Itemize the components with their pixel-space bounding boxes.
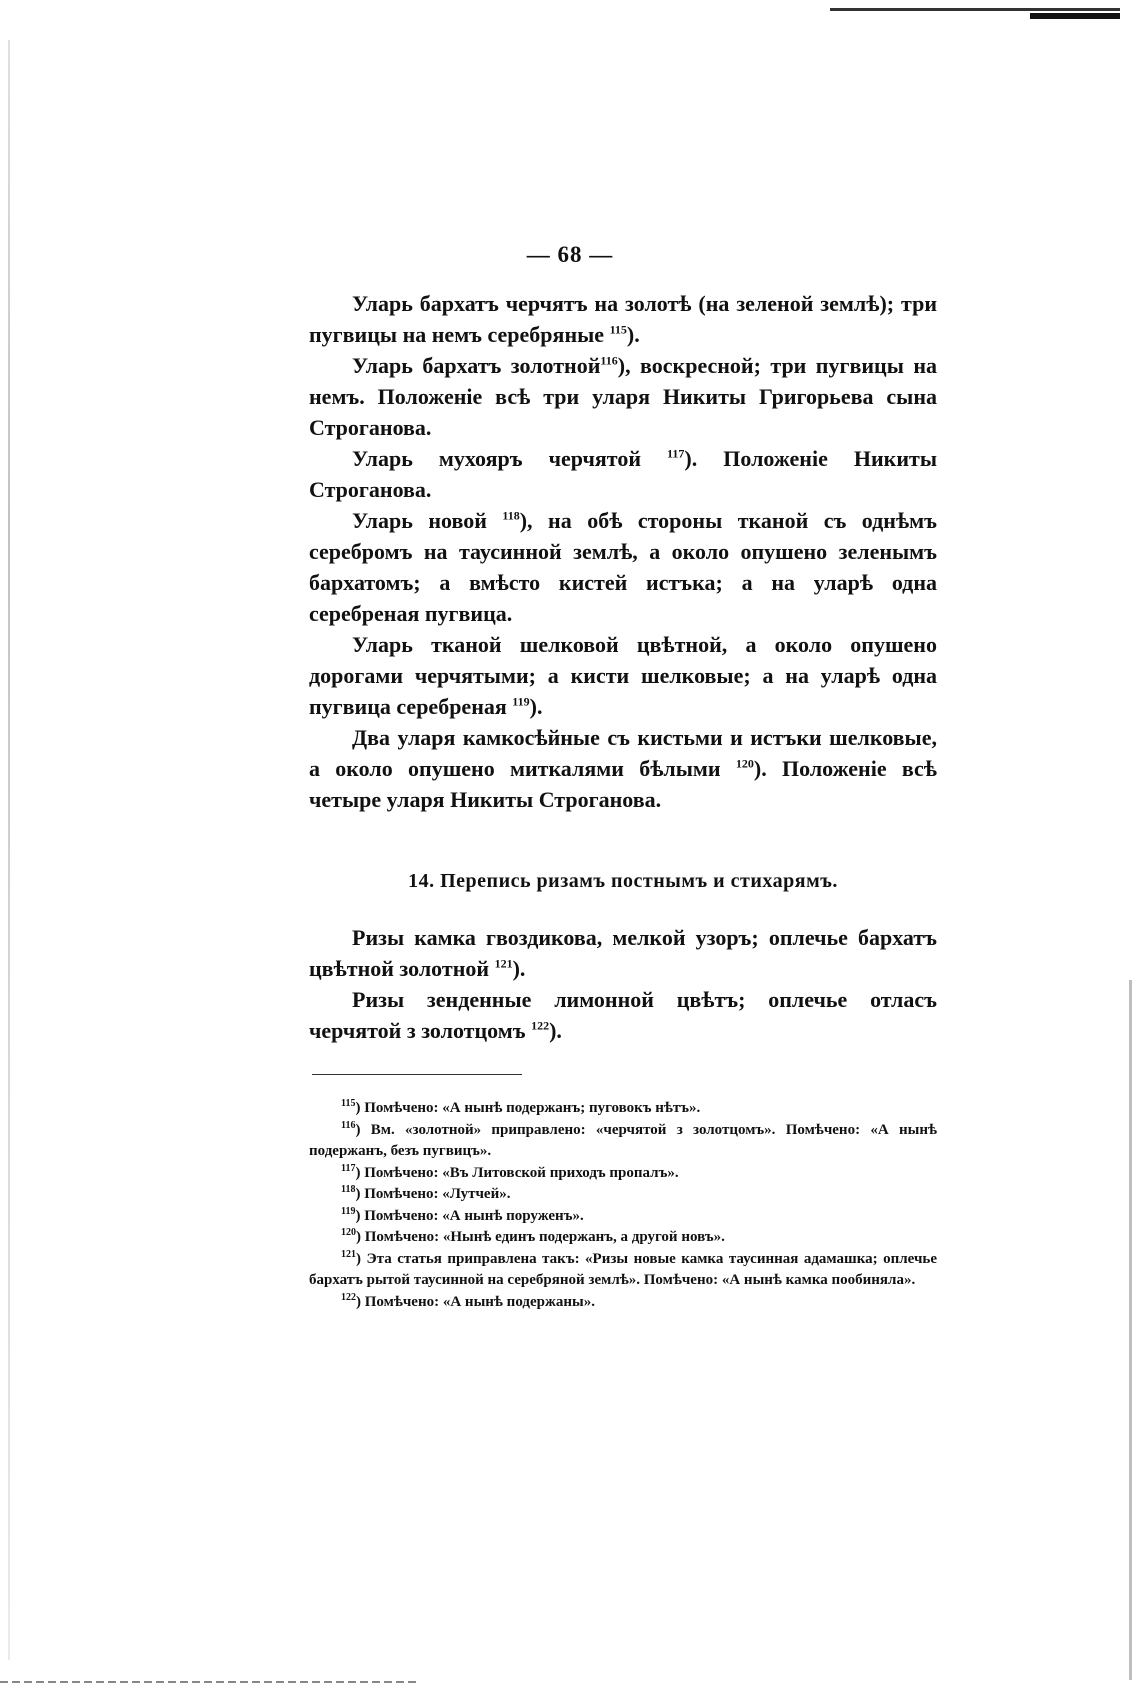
scan-bottom-rule [0, 1681, 420, 1683]
footnote: $^{119}$) Помѣчено: «А нынѣ поруженъ». [341, 1205, 584, 1224]
footnote: $^{122}$) Помѣчено: «А нынѣ подержаны». [341, 1291, 595, 1310]
footnote-number: 116 [341, 1119, 356, 1131]
paragraph: Уларь тканой шелковой цвѣтной, а около опушено дорогами черчятыми; а кисти шелковые; а на уларѣ одна пугвица серебреная $^{119}$). [309, 632, 937, 719]
footnote-ref: 116 [600, 353, 618, 368]
section-text [309, 922, 937, 1046]
paragraph: Два уларя камкосѣйные съ кистьми и истъки шелковые, а около опушено миткалями бѣлыми $^{120}$). Положеніе всѣ четыре уларя Никиты Строганова. [309, 725, 938, 812]
page-number: — 68 — [526, 242, 614, 267]
footnotes [309, 1098, 937, 1313]
paragraph: Уларь новой $^{118}$), на обѣ стороны тканой съ однѣмъ серебромъ на таусинной землѣ, а около опушено зеленымъ бархатомъ; а вмѣсто кистей истъка; а на уларѣ одна серебреная пугвица. [309, 508, 937, 626]
paragraph: Уларь мухояръ черчятой $^{117}$). Положеніе Никиты Строганова. [309, 446, 938, 502]
footnote-ref: 119 [512, 694, 530, 709]
scan-edge-right [1129, 980, 1132, 1680]
scan-edge-left [8, 40, 10, 1660]
footnote-number: 119 [341, 1205, 356, 1217]
paragraph: Ризы зенденные лимонной цвѣтъ; оплечье отласъ черчятой з золотцомъ $^{122}$). [309, 987, 937, 1043]
footnote-ref: 118 [502, 508, 520, 523]
paragraph: Уларь бархатъ золотной$^{116}$), воскресной; три пугвицы на немъ. Положеніе всѣ три уларя Никиты Григорьева сына Строганова. [309, 353, 937, 440]
footnote-ref: 115 [609, 322, 627, 337]
footnote-ref: 120 [735, 756, 754, 771]
footnote-ref: 121 [494, 956, 513, 971]
paragraph: Уларь бархатъ черчятъ на золотѣ (на зеленой землѣ); три пугвицы на немъ серебряные $^{115}$). [309, 291, 937, 347]
section-heading: 14. Перепись ризамъ постнымъ и стихарямъ. [408, 870, 838, 892]
footnote-number: 115 [341, 1098, 356, 1109]
footnote-separator [312, 1074, 522, 1075]
scan-top-rule [830, 8, 1120, 11]
footnote: $^{116}$) Вм. «золотной» приправлено: «черчятой з золотцомъ». Помѣчено: «А нынѣ подержанъ, безъ пугвицъ». [309, 1119, 937, 1159]
footnote: $^{121}$) Эта статья приправлена такъ: «Ризы новые камка таусинная адамашка; оплечье бархатъ рытой таусинной на серебряной землѣ». Помѣчено: «А нынѣ камка пообиняла». [309, 1248, 937, 1288]
footnote-number: 121 [341, 1248, 356, 1260]
footnote: $^{118}$) Помѣчено: «Лутчей». [341, 1184, 511, 1202]
footnote-number: 118 [341, 1184, 356, 1195]
footnote-number: 122 [341, 1291, 356, 1303]
scan-top-rule-thick [1030, 13, 1120, 19]
footnote-ref: 117 [667, 446, 685, 461]
footnote-number: 120 [341, 1227, 356, 1238]
footnote: $^{117}$) Помѣчено: «Въ Литовской приходъ пропалъ». [341, 1162, 679, 1181]
footnote: $^{120}$) Помѣчено: «Нынѣ единъ подержанъ, а другой новъ». [341, 1227, 725, 1245]
footnote-ref: 122 [531, 1018, 550, 1033]
footnote: $^{115}$) Помѣчено: «А нынѣ подержанъ; пуговокъ нѣтъ». [341, 1098, 701, 1116]
paragraph: Ризы камка гвоздикова, мелкой узоръ; оплечье бархатъ цвѣтной золотной $^{121}$). [309, 925, 937, 981]
footnote-number: 117 [341, 1162, 356, 1174]
main-text [309, 288, 937, 815]
